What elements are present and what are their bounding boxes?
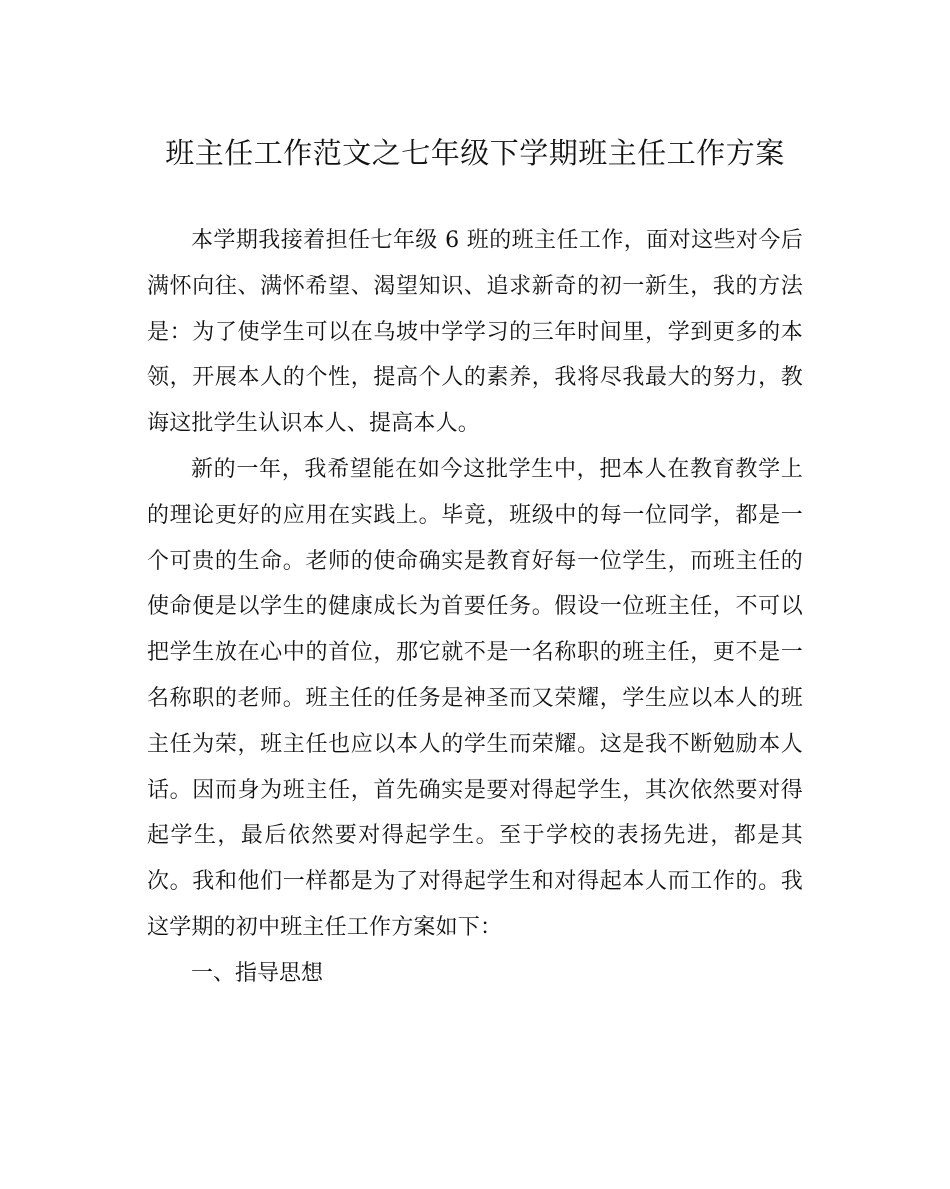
document-body xyxy=(147,218,803,997)
document-title: 班主任工作范文之七年级下学期班主任工作方案 xyxy=(165,136,785,170)
section-heading: 一、指导思想 xyxy=(191,960,324,986)
paragraph: 新的一年，我希望能在如今这批学生中，把本人在教育教学上的理论更好的应用在实践上。毕竟，班级中的每一位同学，都是一个可贵的生命。老师的使命确实是教育好每一位学生，而班主任的使命便是以学生的健康成长为首要任务。假设一位班主任，不可以把学生放在心中的首位，那它就不是一名称职的班主任，更不是一名称职的老师。班主任的任务是神圣而又荣耀，学生应以本人的班主任为荣，班主任也应以本人的学生而荣耀。这是我不断勉励本人话。因而身为班主任，首先确实是要对得起学生，其次依然要对得起学生，最后依然要对得起学生。至于学校的表扬先进，都是其次。我和他们一样都是为了对得起学生和对得起本人而工作的。我这学期的初中班主任工作方案如下： xyxy=(147,456,803,940)
paragraph: 本学期我接着担任七年级 6 班的班主任工作，面对这些对今后满怀向往、满怀希望、渴望知识、追求新奇的初一新生，我的方法是：为了使学生可以在乌坡中学学习的三年时间里，学到更多的本领，开展本人的个性，提高个人的素养，我将尽我最大的努力，教诲这批学生认识本人、提高本人。 xyxy=(147,228,803,437)
